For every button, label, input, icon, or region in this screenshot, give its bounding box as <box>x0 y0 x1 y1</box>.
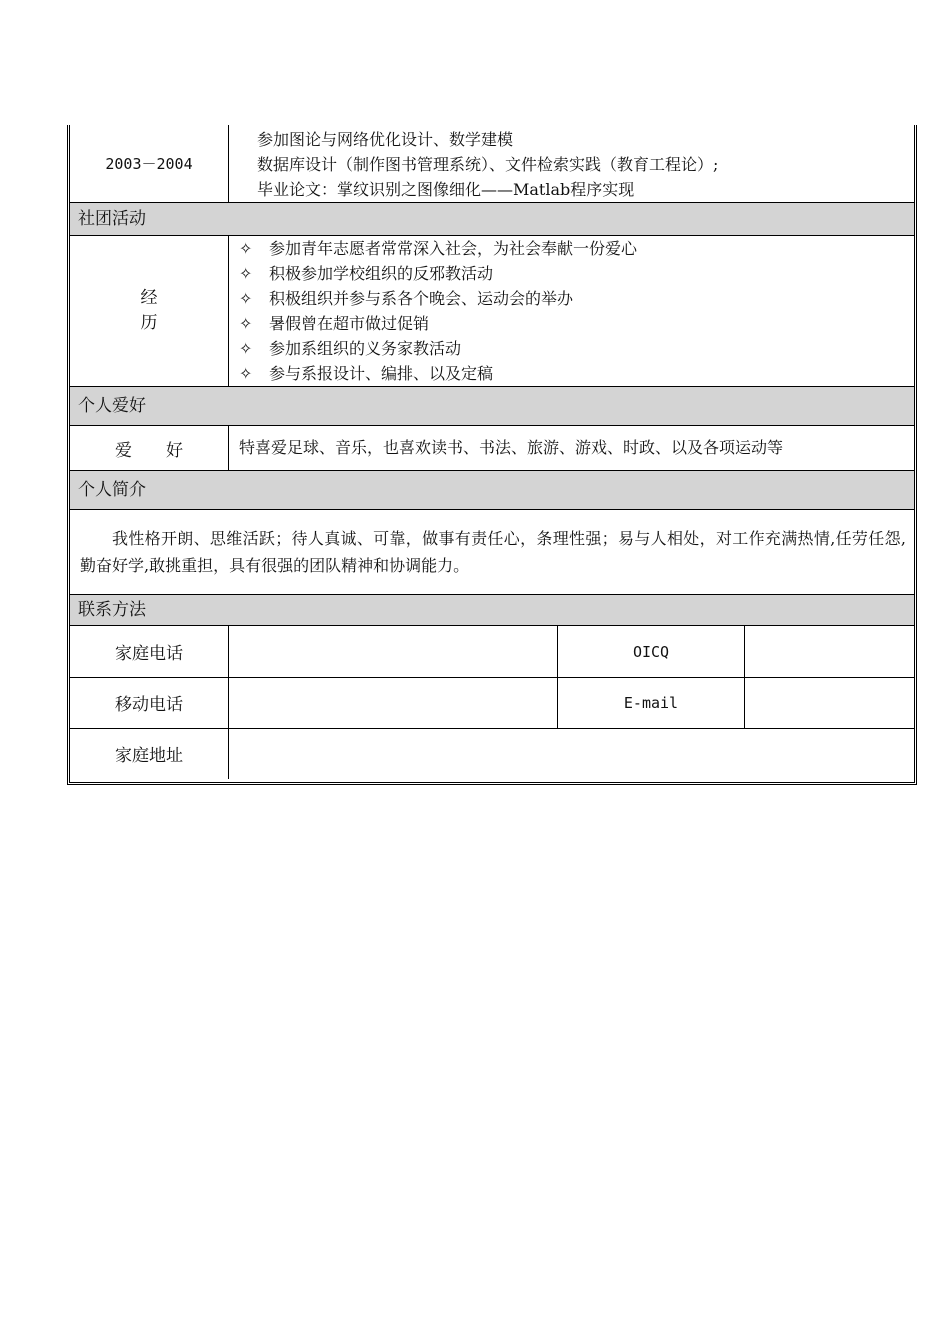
mobile-value <box>228 677 557 728</box>
section-header-club: 社团活动 <box>70 202 914 236</box>
address-label: 家庭地址 <box>115 746 183 766</box>
contact-row-mobile <box>70 677 914 728</box>
list-item: ✧ 积极参加学校组织的反邪教活动 <box>239 261 914 286</box>
education-line: 毕业论文：掌纹识别之图像细化——Matlab程序实现 <box>257 180 635 199</box>
resume-table <box>67 125 917 785</box>
home-phone-label: 家庭电话 <box>115 644 183 664</box>
hobby-text: 特喜爱足球、音乐，也喜欢读书、书法、旅游、游戏、时政、以及各项运动等 <box>228 426 914 470</box>
contact-row-home-phone <box>70 626 914 677</box>
education-line: 参加图论与网络优化设计、数学建模 <box>257 130 514 149</box>
club-list <box>228 236 914 386</box>
oicq-label: OICQ <box>557 626 744 677</box>
email-label: E-mail <box>557 677 744 728</box>
education-details <box>228 125 914 202</box>
education-line: 数据库设计（制作图书管理系统）、文件检索实践（教育工程论）; <box>257 155 719 174</box>
contact-row-address <box>70 728 914 779</box>
hobby-label: 爱 好 <box>115 440 183 461</box>
section-header-hobby: 个人爱好 <box>70 386 914 426</box>
email-value <box>744 677 914 728</box>
club-row <box>70 236 914 386</box>
address-value <box>228 728 914 779</box>
oicq-value <box>744 626 914 677</box>
diamond-star-icon: ✧ <box>239 239 253 258</box>
diamond-star-icon: ✧ <box>239 264 253 283</box>
intro-text: 我性格开朗、思维活跃；待人真诚、可靠，做事有责任心，条理性强；易与人相处，对工作充满热情,任劳任怨,勤奋好学,敢挑重担，具有很强的团队精神和协调能力。 <box>80 529 906 575</box>
list-item: ✧ 参加青年志愿者常常深入社会，为社会奉献一份爱心 <box>239 236 914 261</box>
mobile-label: 移动电话 <box>115 695 183 715</box>
club-label: 经 历 <box>140 288 158 333</box>
diamond-star-icon: ✧ <box>239 289 253 308</box>
diamond-star-icon: ✧ <box>239 364 253 383</box>
home-phone-value <box>228 626 557 677</box>
education-period: 2003－2004 <box>105 155 193 173</box>
diamond-star-icon: ✧ <box>239 339 253 358</box>
hobby-row <box>70 426 914 470</box>
education-row <box>70 125 914 202</box>
list-item: ✧ 积极组织并参与系各个晚会、运动会的举办 <box>239 286 914 311</box>
list-item: ✧ 参与系报设计、编排、以及定稿 <box>239 361 914 386</box>
section-header-intro: 个人简介 <box>70 470 914 510</box>
list-item: ✧ 暑假曾在超市做过促销 <box>239 311 914 336</box>
list-item: ✧ 参加系组织的义务家教活动 <box>239 336 914 361</box>
diamond-star-icon: ✧ <box>239 314 253 333</box>
section-header-contact: 联系方法 <box>70 594 914 626</box>
